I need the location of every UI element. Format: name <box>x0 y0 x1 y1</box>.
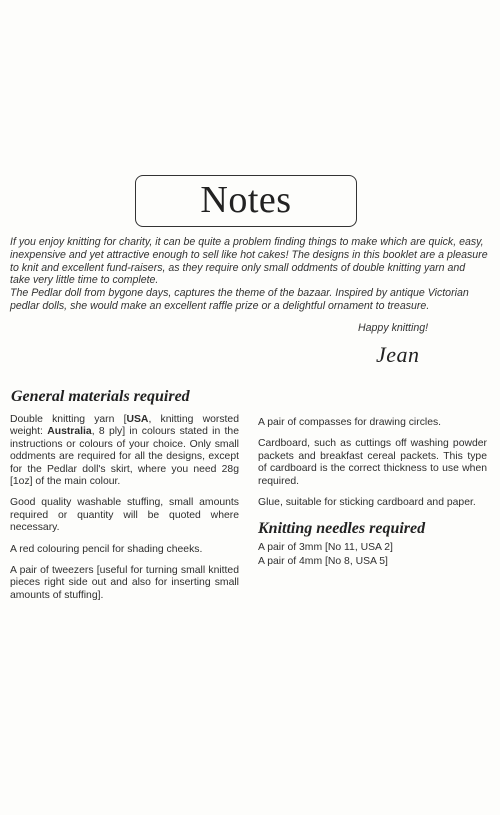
yarn-text-2: , knitting worsted weight: <box>10 414 239 438</box>
materials-cardboard: Cardboard, such as cuttings off washing powder packets and breakfast cereal packets. This type of cardboard is the correct thickness to use when required. <box>258 438 487 487</box>
notes-title-box <box>135 175 357 227</box>
intro-text <box>10 236 488 313</box>
materials-compasses: A pair of compasses for drawing circles. <box>258 417 442 428</box>
materials-tweezers: A pair of tweezers [useful for turning small knitted pieces right side out and also for inserting small amounts of stuffing]. <box>10 565 239 601</box>
materials-left-column <box>10 414 239 611</box>
yarn-usa-label: USA <box>126 414 149 425</box>
page-title: Notes <box>200 179 292 221</box>
materials-right-column <box>258 414 487 571</box>
needle-item-4mm: A pair of 4mm [No 8, USA 5] <box>258 556 388 568</box>
yarn-text-1: Double knitting yarn [ <box>10 414 127 425</box>
signature: Jean <box>376 342 420 367</box>
materials-yarn <box>10 414 239 488</box>
signoff-text: Happy knitting! <box>358 322 429 334</box>
materials-glue: Glue, suitable for sticking cardboard and paper. <box>258 497 476 509</box>
needle-item-3mm: A pair of 3mm [No 11, USA 2] <box>258 541 393 553</box>
intro-paragraph-2: The Pedlar doll from bygone days, captures the theme of the bazaar. Inspired by antique Victorian pedlar dolls, she would make an excellent raffle prize or a delightful ornament to treasure. <box>10 287 469 312</box>
yarn-text-3: , 8 ply] in colours stated in the instructions or colours of your choice. Only small oddments are required for all the designs, except for the Pedlar doll's skirt, where you need 28g [1oz] of the main colour. <box>10 426 239 488</box>
needles-heading: Knitting needles required <box>258 520 426 538</box>
yarn-australia-label: Australia <box>47 426 92 438</box>
materials-stuffing: Good quality washable stuffing, small amounts required or quantity will be quoted where necessary. <box>10 497 239 534</box>
intro-paragraph-1: If you enjoy knitting for charity, it can be quite a problem finding things to make which are quick, easy, inexpensive and yet attractive enough to sell like hot cakes! The designs in this booklet are a pleasure to knit and excellent fund-raisers, as they require only small oddments of double knitting yarn and take very little time to complete. <box>10 236 488 287</box>
materials-heading: General materials required <box>11 388 190 405</box>
materials-pencil: A red colouring pencil for shading cheeks. <box>10 543 203 555</box>
